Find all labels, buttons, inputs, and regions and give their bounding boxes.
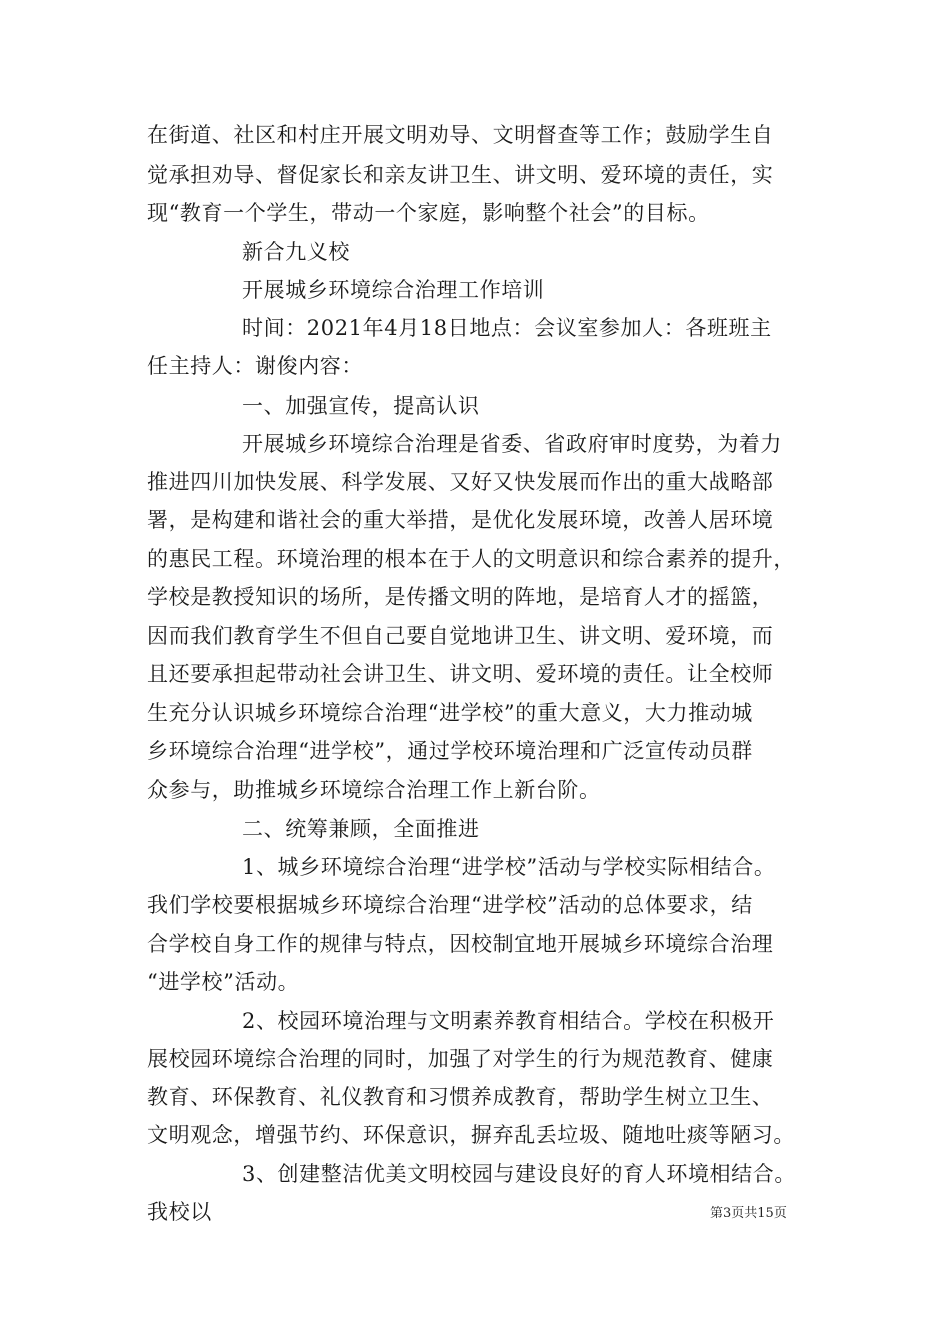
body-line: 文明观念，增强节约、环保意识，摒弃乱丢垃圾、随地吐痰等陋习。 [147, 1123, 795, 1147]
body-line: 我们学校要根据城乡环境综合治理“进学校”活动的总体要求，结 [147, 893, 753, 917]
body-line: 开展城乡环境综合治理是省委、省政府审时度势，为着力 [242, 432, 782, 456]
body-line: 我校以 [147, 1200, 212, 1224]
body-line: 生充分认识城乡环境综合治理“进学校”的重大意义，大力推动城 [147, 701, 753, 725]
body-line: 合学校自身工作的规律与特点，因校制宜地开展城乡环境综合治理 [147, 932, 774, 956]
body-line: 觉承担劝导、督促家长和亲友讲卫生、讲文明、爱环境的责任，实 [147, 163, 774, 187]
body-line: 展校园环境综合治理的同时，加强了对学生的行为规范教育、健康 [147, 1047, 774, 1071]
body-line: 在街道、社区和村庄开展文明劝导、文明督查等工作；鼓励学生自 [147, 123, 774, 147]
school-name: 新合九义校 [242, 240, 350, 264]
body-line: 推进四川加快发展、科学发展、又好又快发展而作出的重大战略部 [147, 470, 774, 494]
meeting-info-line: 任主持人：谢俊内容： [147, 354, 363, 378]
body-line: 且还要承担起带动社会讲卫生、讲文明、爱环境的责任。让全校师 [147, 662, 774, 686]
body-line: 因而我们教育学生不但自己要自觉地讲卫生、讲文明、爱环境，而 [147, 624, 774, 648]
section-heading: 一、加强宣传，提高认识 [242, 394, 480, 418]
page-number: 第3页共15页 [710, 1206, 787, 1221]
training-title: 开展城乡环境综合治理工作培训 [242, 278, 545, 302]
body-line: 1、城乡环境综合治理“进学校”活动与学校实际相结合。 [242, 855, 776, 879]
body-line: 学校是教授知识的场所，是传播文明的阵地，是培育人才的摇篮， [147, 585, 774, 609]
meeting-info-line: 时间：2021年4月18日地点：会议室参加人：各班班主 [242, 316, 772, 340]
body-line: “进学校”活动。 [147, 970, 300, 994]
body-line: 现“教育一个学生，带动一个家庭，影响整个社会”的目标。 [147, 201, 710, 225]
body-line: 教育、环保教育、礼仪教育和习惯养成教育，帮助学生树立卫生、 [147, 1085, 774, 1109]
body-line: 的惠民工程。环境治理的根本在于人的文明意识和综合素养的提升， [147, 547, 795, 571]
section-heading: 二、统筹兼顾，全面推进 [242, 817, 480, 841]
body-line: 署，是构建和谐社会的重大举措，是优化发展环境，改善人居环境 [147, 508, 774, 532]
body-line: 2、校园环境治理与文明素养教育相结合。学校在积极开 [242, 1009, 775, 1033]
body-line: 众参与，助推城乡环境综合治理工作上新台阶。 [147, 778, 601, 802]
body-line: 乡环境综合治理“进学校”，通过学校环境治理和广泛宣传动员群 [147, 739, 753, 763]
body-line: 3、创建整洁优美文明校园与建设良好的育人环境相结合。 [242, 1162, 796, 1186]
